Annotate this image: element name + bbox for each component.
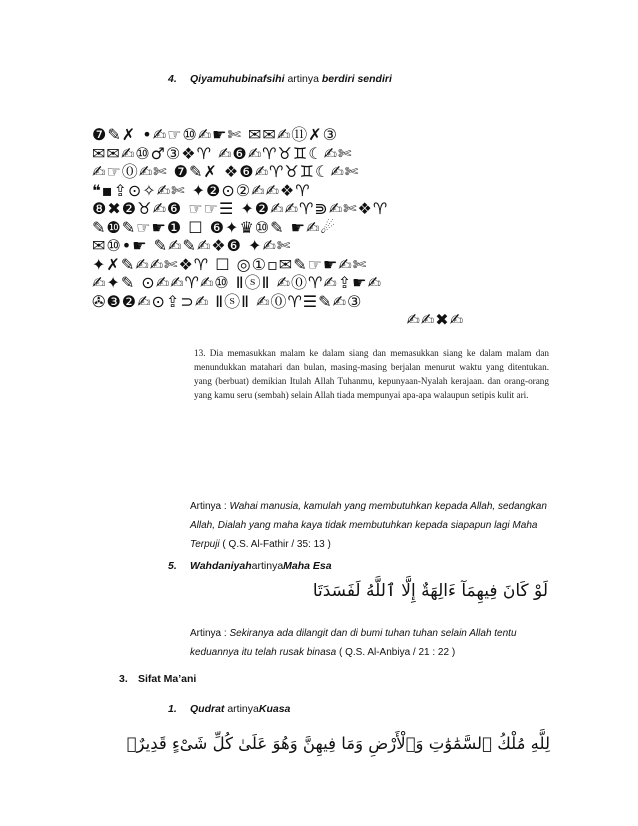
item-5-meaning: Maha Esa	[283, 560, 332, 572]
symbol-line: ✉✉✍⑩♂③❖♈ ✍❻✍♈♉♊☾✍✄	[92, 144, 353, 163]
symbol-line: ✍☞⓪✍✄ ❼✎✗ ❖❻✍♈♉♊☾✍✄	[92, 163, 360, 181]
symbol-line: ✍✦✎ ⊙✍✍♈✍⑩ ⅡⓢⅡ ✍⓪♈✍⇪☛✍	[92, 274, 382, 292]
symbol-line: ✍✍✖✍	[406, 311, 464, 329]
verse-translation: 13. Dia memasukkan malam ke dalam siang dan memasukkan siang ke dalam malam dan menundukkan matahari dan bulan, masing-masing berjalan menurut waktu yang ditentukan. yang (berbuat) demikian Itulah Allah Tuhanmu, kepunyaan-Nyalah kerajaan. dan orang-orang yang kamu seru (sembah) selain Allah tiada mempunyai apa-apa walaupun setipis kulit ari.	[194, 348, 549, 400]
symbol-line: ✎❿✎☞☛❶ ☐ ❻✦♛⑩✎ ☛✍☄	[92, 218, 336, 237]
artinya-anbiya	[190, 624, 550, 662]
arabic-verse-anbiya: لَوْ كَانَ فِيهِمَآ ءَالِهَةٌ إِلَّا ٱللَّهُ لَفَسَدَتَا	[312, 581, 548, 601]
item-1-artinya: artinya	[227, 703, 259, 715]
symbol-line: ✉⑩•☛ ✎✍✎✍❖❻ ✦✍✄	[92, 237, 292, 255]
symbol-font-verse-block	[92, 126, 464, 330]
item-5-number: 5.	[168, 560, 177, 572]
item-4-heading	[168, 73, 392, 85]
artinya-reference: ( Q.S. Al-Anbiya / 21 : 22 )	[336, 647, 456, 658]
section-3-number: 3.	[119, 673, 128, 685]
artinya-label: Artinya :	[190, 501, 230, 512]
artinya-fathir	[190, 497, 548, 554]
item-4-term: Qiyamuhubinafsihi	[190, 73, 285, 85]
item-1-term: Qudrat	[190, 703, 225, 715]
section-3-title: Sifat Ma’ani	[138, 673, 197, 685]
symbol-line: ❝▪⇪⊙✧✍✄ ✦❷⊙②✍✍❖♈	[92, 181, 311, 200]
symbol-line: ❼✎✗ •✍☞⑩✍☛✄ ✉✉✍⑪✗③	[92, 126, 338, 144]
item-4-meaning: berdiri sendiri	[321, 73, 392, 85]
item-5-term: Wahdaniyah	[190, 560, 252, 572]
item-5-heading	[168, 560, 332, 572]
symbol-line: ❽✖❷♉✍❻ ☞☞☰ ✦❷✍✍♈⋑✍✄❖♈	[92, 200, 389, 218]
artinya-text: Wahai manusia, kamulah yang membutuhkan kepada Allah, sedangkan Allah, Dialah yang maha kaya tidak membutuhkan kepada siapapun lagi Maha Terpuji	[190, 501, 547, 550]
symbol-line: ✦✗✎✍✍✄❖♈ ☐ ◎①▫✉✎☞☛✍✄	[92, 255, 368, 274]
item-1-number: 1.	[168, 703, 177, 715]
item-1-heading	[168, 703, 290, 715]
artinya-text: Sekiranya ada dilangit dan di bumi tuhan tuhan selain Allah tentu keduannya itu telah rusak binasa	[190, 628, 517, 658]
item-1-meaning: Kuasa	[258, 703, 291, 715]
item-4-number: 4.	[168, 73, 177, 85]
item-5-artinya: artinya	[251, 560, 284, 572]
artinya-label: Artinya :	[190, 628, 230, 639]
section-3-heading	[119, 673, 196, 685]
artinya-reference: ( Q.S. Al-Fathir / 35: 13 )	[219, 539, 331, 550]
arabic-verse-qudrat: لِلَّهِ مُلْكُ ٱلسَّمَٰوَٰتِ وَٱلْأَرْضِ وَمَا فِيهِنَّ وَهُوَ عَلَىٰ كُلِّ شَىْءٍ قَدِيرٌۢ	[126, 734, 550, 753]
symbol-line: ✇❸❷✍⊙⇪⊃✍ ⅡⓢⅡ ✍⓪♈☰✎✍③	[92, 292, 363, 311]
item-4-artinya: artinya	[287, 73, 319, 85]
